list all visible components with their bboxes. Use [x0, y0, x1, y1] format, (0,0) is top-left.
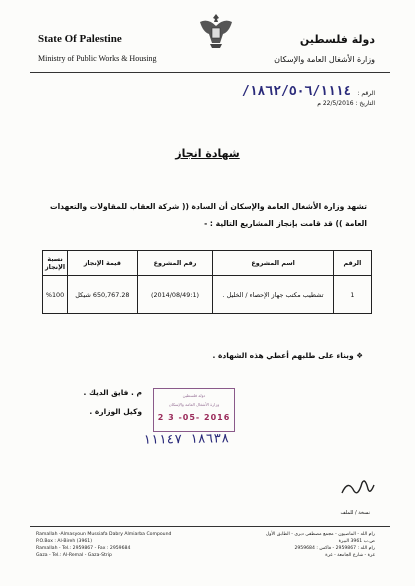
footer-line: Ramallah - Tel.: 2959867 - Fax : 2959684 [36, 546, 131, 551]
footer-line: Ramallah -Almasyoun Mussiafa Dabry Almiarba Compound [36, 532, 172, 537]
official-date-stamp [153, 388, 235, 432]
footer-arabic-contact [265, 531, 375, 559]
footer-line: غزة - شارع الجامعة - غزة [325, 553, 375, 558]
eagle-emblem-icon [196, 10, 236, 52]
footer-line: رام الله : 2959867 - فاكس : 2959684 [294, 546, 375, 551]
projects-table [42, 250, 372, 314]
cell-completion-percentage: %100 [43, 276, 68, 314]
reference-label: الرقم : [357, 90, 375, 97]
header-arabic [274, 33, 375, 64]
footer-line: ص.ب 3961 البيرة [338, 539, 375, 544]
stamp-line-ministry: وزارة الأشغال العامة والإسكان [168, 402, 220, 407]
bullet-star-icon: ❖ [353, 351, 363, 360]
arabic-state-title: دولة فلسطين [299, 33, 375, 46]
header-divider [30, 72, 390, 73]
certificate-body: تشهد وزارة الأشغال العامة والإسكان أن السادة (( شركة العقاب للمقاولات والتعهدات العامة )) قد قامت بإنجاز المشاريع التالية : - [49, 202, 367, 228]
signatory-title: وكيل الوزارة . [89, 407, 142, 416]
cell-number: 1 [333, 276, 371, 314]
cell-completion-value: 650,767.28 شيكل [68, 276, 138, 314]
copy-note: نسخة / للملف [340, 510, 370, 516]
table-row [43, 276, 372, 314]
handwritten-signature-icon [340, 475, 376, 499]
signature-block [72, 383, 142, 421]
certificate-title: شهادة انجاز [175, 147, 240, 160]
handwritten-registration-number: ١٨٦٣٨ ١١١٤٧ [142, 431, 230, 448]
header-english [38, 33, 157, 63]
footer-line: Gaza - Tel.: Al-Remal - Gaza-Strip [36, 553, 112, 558]
footer-english-contact [36, 531, 171, 559]
column-header-completion-value: قيمة الإنجاز [68, 251, 138, 276]
reference-handwritten-number: ١٨٦٢/٥٠٦/١١١٤/ [241, 84, 352, 99]
cell-project-name: تشطيب مكتب جهاز الإحصاء / الخليل . [213, 276, 333, 314]
closing-statement [213, 351, 363, 360]
english-state-title: State Of Palestine [38, 33, 122, 45]
reference-date: التاريخ : 22/5/2016 م [317, 100, 375, 107]
stamp-date: 2 3 -05- 2016 [157, 413, 231, 422]
column-header-project-number: رقم المشروع [137, 251, 213, 276]
arabic-ministry-name: وزارة الأشغال العامة والإسكان [274, 55, 375, 64]
table-header-row [43, 251, 372, 276]
footer-line: رام الله - الماصيون - مجمع مصطفى دبري - الطابق الأول [265, 532, 375, 537]
column-header-project-name: اسم المشروع [213, 251, 333, 276]
closing-text: وبناء على طلبهم أعطي هذه الشهادة . [212, 351, 354, 360]
cell-project-number: (2014/08/49:1) [137, 276, 213, 314]
english-ministry-name: Ministry of Public Works & Housing [38, 54, 157, 63]
column-header-completion-percentage: نسبة الإنجاز [43, 251, 68, 276]
stamp-line-state: دولة فلسطين [182, 393, 206, 398]
footer-divider [30, 526, 390, 527]
signatory-name: م . فايق الديك . [83, 388, 142, 397]
reference-block [242, 84, 375, 107]
column-header-number: الرقم [333, 251, 371, 276]
footer-line: P.O.Box : Al-Bireh (3961) [36, 539, 93, 544]
